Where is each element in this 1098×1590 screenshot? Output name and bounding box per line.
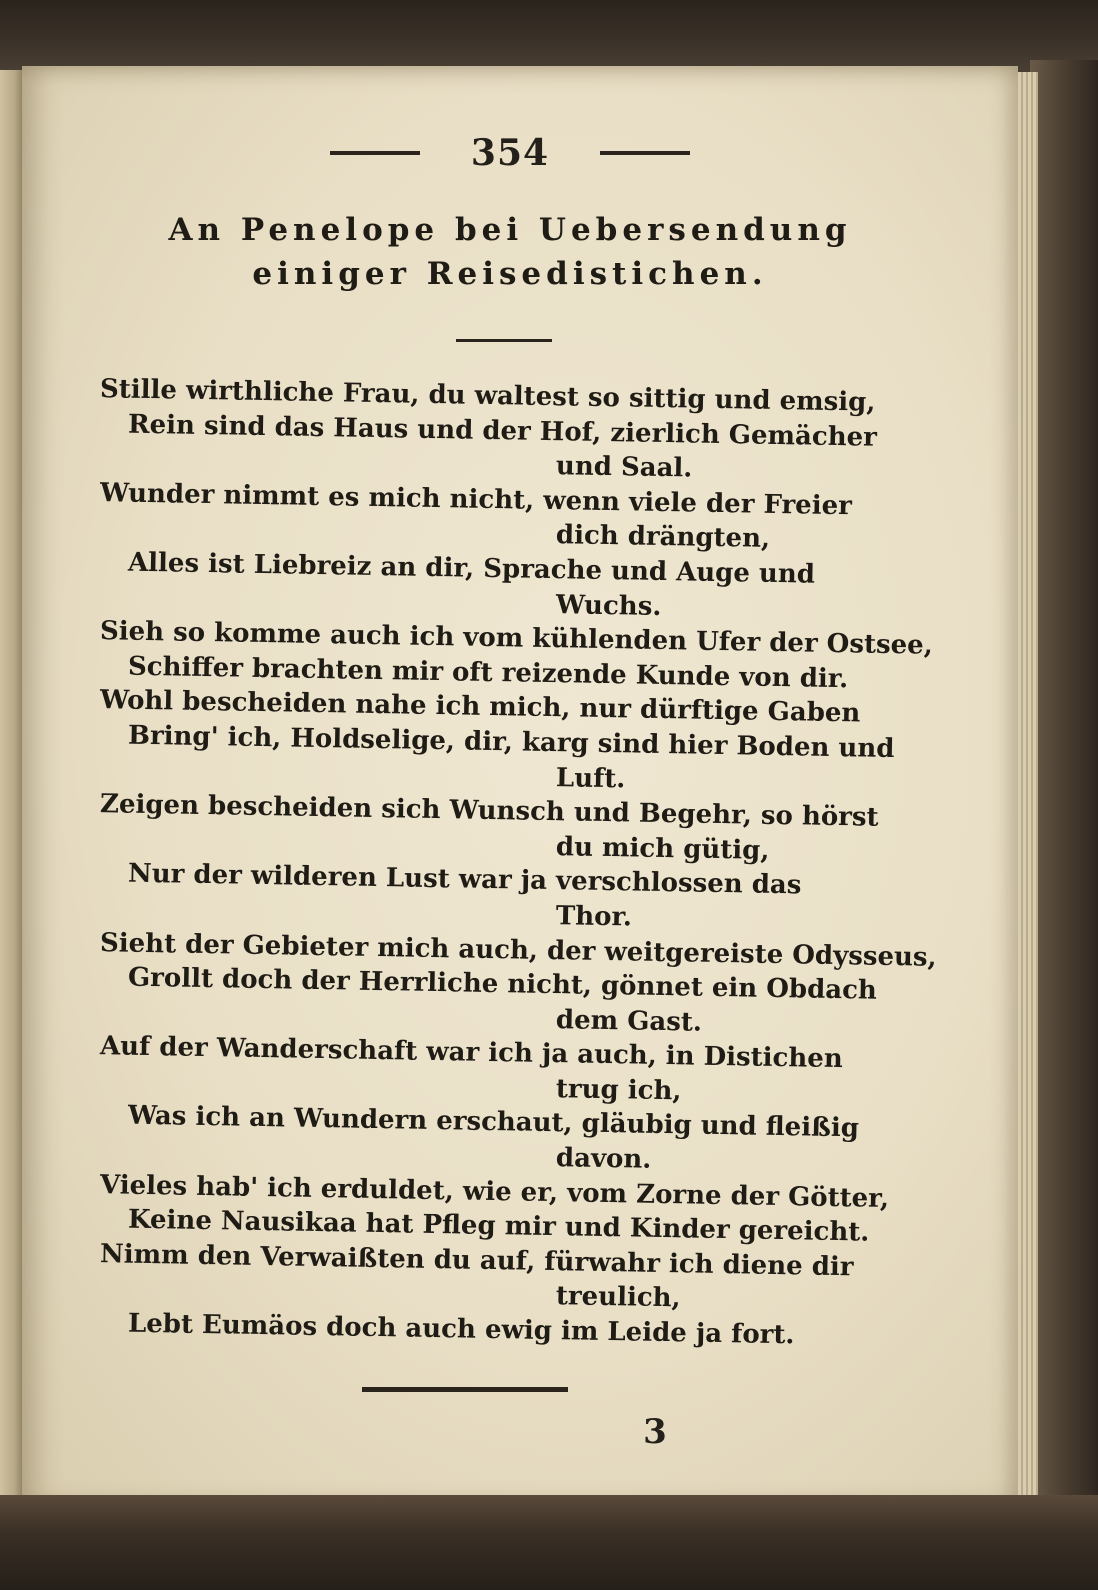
poem-line: Sieh so komme auch ich vom kühlenden Ufer der Ostsee, — [99, 616, 934, 661]
poem-line-continuation: treulich, — [555, 1281, 681, 1314]
poem-line: Wunder nimmt es mich nicht, wenn viele der Freier — [99, 477, 853, 522]
poem-line-continuation: und Saal. — [555, 451, 693, 484]
poem-line: Nur der wilderen Lust war ja verschlossen das — [127, 858, 802, 901]
facing-page-edge — [0, 70, 24, 1510]
poem-body — [90, 372, 937, 1351]
poem-line: Grollt doch der Herrliche nicht, gönnet ein Obdach — [127, 962, 878, 1006]
closing-rule — [362, 1387, 568, 1392]
title-rule — [456, 339, 552, 342]
poem-line: Alles ist Liebreiz an dir, Sprache und Auge und — [127, 547, 816, 590]
poem-line: Zeigen bescheiden sich Wunsch und Begehr, so hörst — [99, 789, 879, 833]
poem-line: Schiffer brachten mir oft reizende Kunde von dir. — [127, 651, 849, 694]
poem-line: Auf der Wanderschaft war ich ja auch, in Distichen — [99, 1031, 844, 1075]
header-rule-right — [600, 151, 690, 155]
poem-line: Wohl bescheiden nahe ich mich, nur dürftige Gaben — [99, 685, 861, 729]
header-rule-left — [330, 151, 420, 155]
page-header — [330, 128, 690, 178]
poem-title: An Penelope bei Uebersendung einiger Reisedistichen. — [168, 212, 852, 292]
poem-line: Vieles hab' ich erduldet, wie er, vom Zorne der Götter, — [99, 1169, 890, 1214]
book-cover-edge — [1030, 60, 1098, 1510]
poem-line-continuation: dich drängten, — [555, 520, 771, 555]
poem-line-continuation: davon. — [555, 1143, 652, 1175]
poem-line: Lebt Eumäos doch auch ewig im Leide ja fort. — [127, 1308, 795, 1351]
poem-line: Bring' ich, Holdselige, dir, karg sind hier Boden und — [127, 720, 895, 764]
poem-line: Nimm den Verwaißten du auf, fürwahr ich diene dir — [99, 1239, 854, 1283]
poem-line: Rein sind das Haus und der Hof, zierlich Gemächer — [127, 409, 878, 453]
book-board-bottom — [0, 1495, 1098, 1590]
page-number: 354 — [470, 132, 550, 174]
poem-line-continuation: Thor. — [555, 901, 633, 933]
book-board-top — [0, 0, 1098, 72]
poem-line-continuation: trug ich, — [555, 1074, 682, 1107]
poem-line: Was ich an Wundern erschaut, gläubig und fleißig — [127, 1101, 860, 1144]
poem-line-continuation: dem Gast. — [555, 1004, 703, 1038]
poem-line-continuation: du mich gütig, — [555, 831, 770, 866]
signature-mark: 3 — [643, 1412, 667, 1452]
poem-line-continuation: Luft. — [555, 762, 626, 794]
poem-line: Keine Nausikaa hat Pfleg mir und Kinder gereicht. — [127, 1204, 870, 1248]
poem-line: Stille wirthliche Frau, du waltest so sittig und emsig, — [99, 374, 876, 418]
poem-line: Sieht der Gebieter mich auch, der weitgereiste Odysseus, — [99, 927, 937, 973]
poem-line-continuation: Wuchs. — [555, 589, 662, 622]
